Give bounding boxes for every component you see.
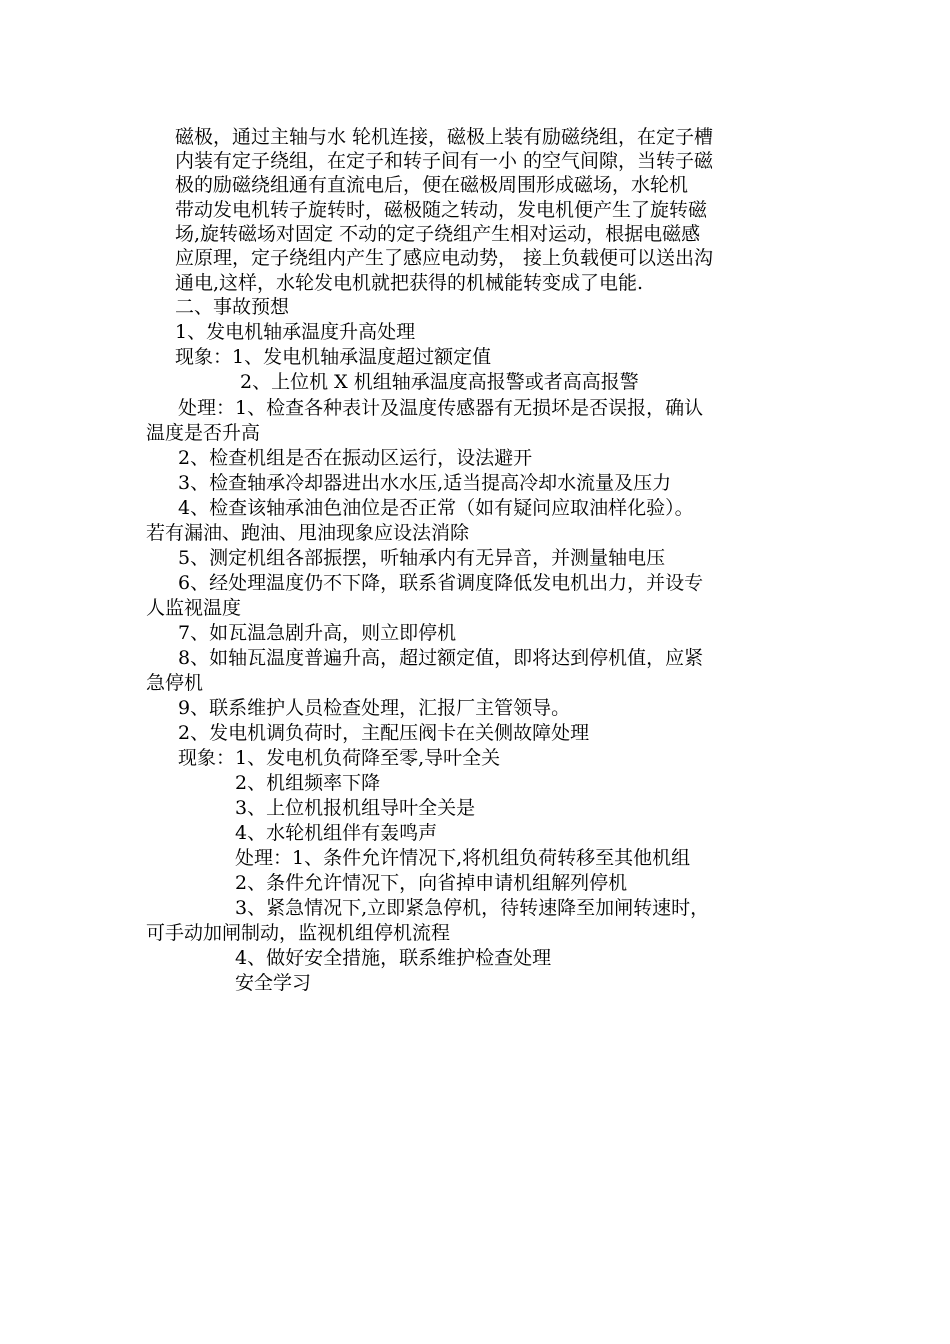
case2-phenomenon: 3、上位机报机组导叶全关是 <box>235 797 476 819</box>
case1-treatment-line: 温度是否升高 <box>146 422 261 444</box>
case1-treatment-line: 6、经处理温度仍不下降，联系省调度降低发电机出力，并设专 <box>178 572 704 594</box>
paragraph-line: 应原理，定子绕组内产生了感应电动势， 接上负载便可以送出沟 <box>175 247 714 269</box>
case1-treatment-line: 人监视温度 <box>146 597 242 619</box>
case1-title: 1、发电机轴承温度升高处理 <box>175 321 416 343</box>
case2-treatment-line: 2、条件允许情况下，向省掉申请机组解列停机 <box>235 872 628 894</box>
paragraph-line: 内装有定子绕组，在定子和转子间有一小 的空气间隙，当转子磁 <box>175 150 714 172</box>
case1-treatment-line: 若有漏油、跑油、甩油现象应设法消除 <box>146 522 470 544</box>
case1-treatment-line: 处理：1、检查各种表计及温度传感器有无损坏是否误报，确认 <box>178 397 704 419</box>
case2-treatment-line: 处理：1、条件允许情况下,将机组负荷转移至其他机组 <box>235 847 691 869</box>
case1-treatment-line: 7、如瓦温急剧升高，则立即停机 <box>178 622 457 644</box>
case1-phenomenon: 现象：1、发电机轴承温度超过额定值 <box>175 346 492 368</box>
paragraph-line: 通电,这样，水轮发电机就把获得的机械能转变成了电能. <box>175 272 644 294</box>
paragraph-line: 场,旋转磁场对固定 不动的定子绕组产生相对运动，根据电磁感 <box>175 223 701 245</box>
paragraph-line: 极的励磁绕组通有直流电后，便在磁极周围形成磁场，水轮机 <box>175 174 689 196</box>
case2-treatment-line: 3、紧急情况下,立即紧急停机，待转速降至加闸转速时， <box>235 897 710 919</box>
case2-treatment-line: 4、做好安全措施，联系维护检查处理 <box>235 947 552 969</box>
section-heading: 二、事故预想 <box>175 296 290 318</box>
case2-phenomenon: 2、机组频率下降 <box>235 772 381 794</box>
case1-treatment-line: 5、测定机组各部振摆，听轴承内有无异音，并测量轴电压 <box>178 547 666 569</box>
case1-phenomenon: 2、上位机 X 机组轴承温度高报警或者高高报警 <box>240 371 639 393</box>
case1-treatment-line: 急停机 <box>146 672 204 694</box>
case1-treatment-line: 2、检查机组是否在振动区运行，设法避开 <box>178 447 533 469</box>
paragraph-line: 磁极，通过主轴与水 轮机连接，磁极上装有励磁绕组，在定子槽 <box>175 126 714 148</box>
case1-treatment-line: 3、检查轴承冷却器进出水水压,适当提高冷却水流量及压力 <box>178 472 672 494</box>
case2-treatment-line: 可手动加闸制动，监视机组停机流程 <box>146 922 451 944</box>
footer-text: 安全学习 <box>235 972 312 994</box>
case1-treatment-line: 4、检查该轴承油色油位是否正常（如有疑问应取油样化验）。 <box>178 497 694 519</box>
case1-treatment-line: 9、联系维护人员检查处理，汇报厂主管领导。 <box>178 697 571 719</box>
case2-title: 2、发电机调负荷时，主配压阀卡在关侧故障处理 <box>178 722 590 744</box>
paragraph-line: 带动发电机转子旋转时，磁极随之转动，发电机便产生了旋转磁 <box>175 199 708 221</box>
case1-treatment-line: 8、如轴瓦温度普遍升高，超过额定值，即将达到停机值，应紧 <box>178 647 704 669</box>
case2-phenomenon: 4、水轮机组伴有轰鸣声 <box>235 822 438 844</box>
case2-phenomenon: 现象：1、发电机负荷降至零,导叶全关 <box>178 747 501 769</box>
